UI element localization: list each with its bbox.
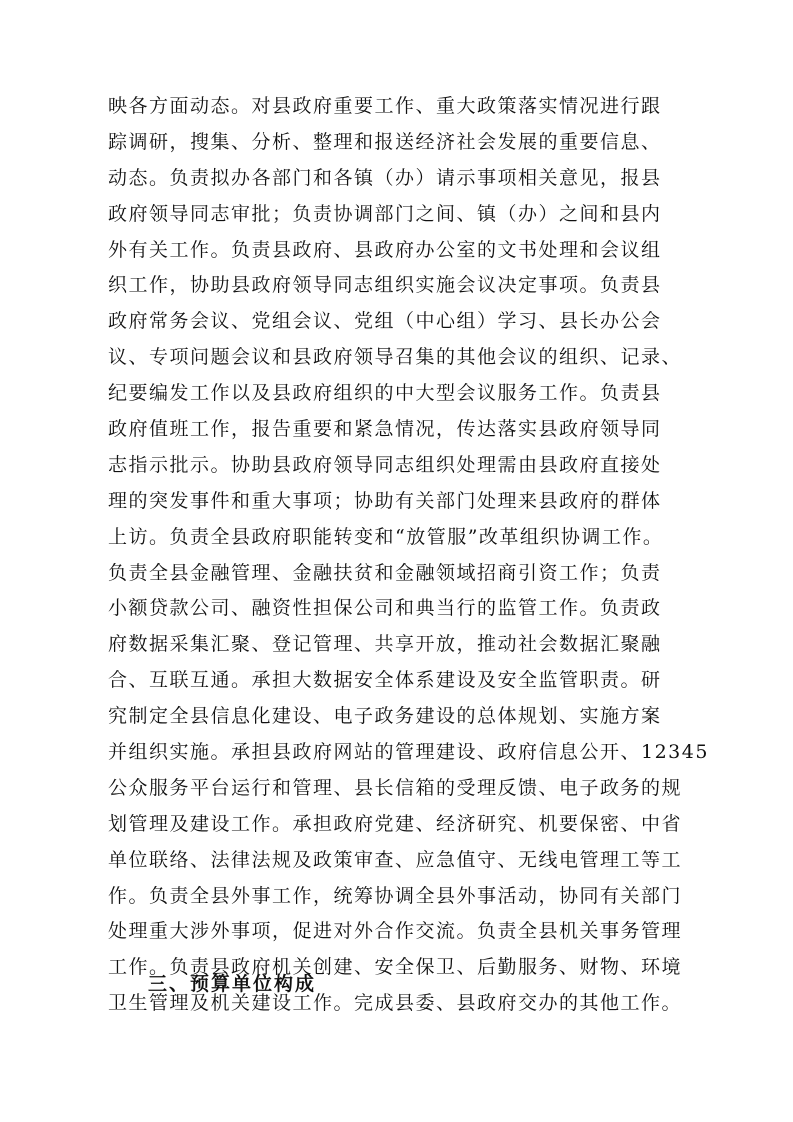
paragraph-line: 理的突发事件和重大事项；协助有关部门处理来县政府的群体: [108, 489, 662, 512]
paragraph-line: 踪调研，搜集、分析、整理和报送经济社会发展的重要信息、: [108, 130, 662, 153]
paragraph-line: 府数据采集汇聚、登记管理、共享开放，推动社会数据汇聚融: [108, 633, 662, 656]
paragraph-line: 负责全县金融管理、金融扶贫和金融领域招商引资工作；负责: [108, 561, 662, 584]
paragraph-line: 上访。负责全县政府职能转变和“放管服”改革组织协调工作。: [108, 525, 664, 548]
paragraph-line: 政府值班工作，报告重要和紧急情况，传达落实县政府领导同: [108, 418, 662, 441]
paragraph-line: 究制定全县信息化建设、电子政务建设的总体规划、实施方案: [108, 705, 662, 728]
paragraph-line: 纪要编发工作以及县政府组织的中大型会议服务工作。负责县: [108, 382, 662, 405]
paragraph-line: 处理重大涉外事项，促进对外合作交流。负责全县机关事务管理: [108, 920, 683, 943]
paragraph-line: 并组织实施。承担县政府网站的管理建设、政府信息公开、12345: [108, 741, 709, 764]
paragraph-line: 政府常务会议、党组会议、党组（中心组）学习、县长办公会: [108, 310, 662, 333]
paragraph-line: 工作。负责县政府机关创建、安全保卫、后勤服务、财物、环境: [108, 956, 683, 979]
paragraph-line: 外有关工作。负责县政府、县政府办公室的文书处理和会议组: [108, 238, 662, 261]
paragraph-line: 卫生管理及机关建设工作。完成县委、县政府交办的其他工作。: [108, 992, 683, 1015]
paragraph-line: 作。负责全县外事工作，统筹协调全县外事活动，协同有关部门: [108, 884, 683, 907]
paragraph-line: 公众服务平台运行和管理、县长信箱的受理反馈、电子政务的规: [108, 776, 683, 799]
paragraph-line: 小额贷款公司、融资性担保公司和典当行的监管工作。负责政: [108, 597, 662, 620]
paragraph-line: 政府领导同志审批；负责协调部门之间、镇（办）之间和县内: [108, 202, 662, 225]
paragraph-line: 合、互联互通。承担大数据安全体系建设及安全监管职责。研: [108, 669, 662, 692]
paragraph-line: 织工作，协助县政府领导同志组织实施会议决定事项。负责县: [108, 274, 662, 297]
paragraph-line: 映各方面动态。对县政府重要工作、重大政策落实情况进行跟: [108, 95, 662, 117]
body-paragraph: [108, 89, 709, 1022]
paragraph-line: 议、专项问题会议和县政府领导召集的其他会议的组织、记录、: [108, 346, 683, 369]
paragraph-line: 单位联络、法律法规及政策审查、应急值守、无线电管理工等工: [108, 848, 683, 871]
section-heading: 三、预算单位构成: [148, 973, 317, 995]
paragraph-line: 志指示批示。协助县政府领导同志组织处理需由县政府直接处: [108, 453, 662, 476]
paragraph-line: 划管理及建设工作。承担政府党建、经济研究、机要保密、中省: [108, 812, 683, 835]
paragraph-line: 动态。负责拟办各部门和各镇（办）请示事项相关意见，报县: [108, 166, 662, 189]
